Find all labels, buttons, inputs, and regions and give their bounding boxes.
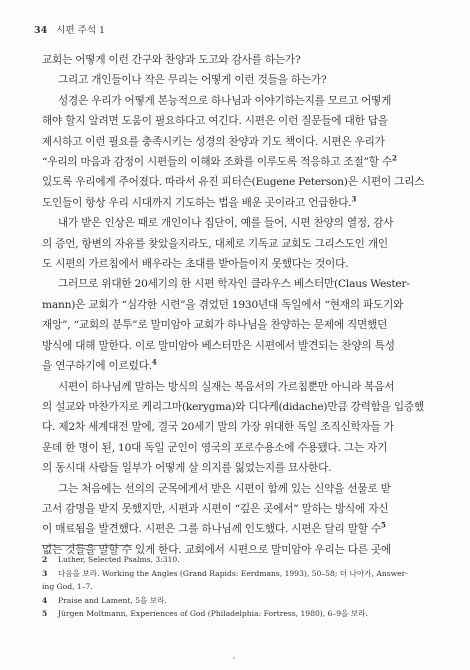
paragraph: 그리고 개인들이나 작은 무리는 어떻게 이런 것들을 하는가? [58,74,327,87]
footnote: 3 다음을 보라. Working the Angles (Grand Rapids: Eerdmans, 1993), 50–58; 더 나아가, Answer- [42,568,408,578]
footnote: 4 Praise and Lament, 5을 보라. [42,595,167,605]
footnote-ref: 2 [391,153,397,163]
paragraph: 교회는 어떻게 이런 간구와 찬양과 도고와 감사를 하는가? [42,54,301,66]
page-number: 34 [34,25,48,36]
running-header [34,22,105,36]
footnote-divider [42,545,132,546]
page-mark [233,657,235,659]
footnote-ref: 5 [381,520,386,530]
footnote-ref: 3 [351,194,357,204]
body-text [42,50,444,560]
footnotes [42,553,444,621]
running-title: 시편 주석 1 [56,25,106,36]
footnote-ref: 4 [151,357,157,367]
paragraph: 시편이 하나님께 말하는 방식의 실재는 복음서의 가르침뿐만 아니라 복음서 의 설교와 마찬가지로 케리그마(kerygma)와 디다케(didache)만큼 강력함을 입증했 다. 제2차 세계대전 말에, 결국 20세기 말의 가장 위대한 독일 조직신학자들 가 운데 한 명이 된, 10대 독일 군인이 영국의 포로수용소에 수용됐다. 그는 자기 의 동시대 사람들 일부가 어떻게 살 의지를 잃었는지를 묘사한다. [42,380,424,475]
footnote-continuation: ing God, 1–7. [42,582,93,591]
paragraph: 그는 처음에는 선의의 군목에게서 받은 시편이 함께 있는 신약을 선물로 받 고서 감명을 받지 못했지만, 시편과 시편이 “깊은 곳에서” 말하는 방식에 자신 이 매료됨을 발견했다. 시편은 그를 하나님께 인도했다. 시편은 달리 말할 수$^5$ 없는 것들을 말할 수 있게 한다. 교회에서 시편으로 말미암아 우리는 다른 곳에 [42,482,392,556]
footnote: 2 Luther, Selected Psalms, 3:310. [42,555,180,564]
paragraph: 그러므로 위대한 20세기의 한 시편 학자인 클라우스 베스터만(Claus Wester- mann)은 교회가 “심각한 시련”을 겪었던 1930년대 독일에서 “현재의 파도기와 재앙”, “교회의 분투”로 말미암아 교회가 하나님을 찬양하는 문제에 직면했던 방식에 대해 말한다. 이로 말미암아 베스터만은 시편에서 발견되는 찬양의 특성 을 연구하기에 이르렀다.$^4$ [42,278,410,373]
paragraph: 성경은 우리가 어떻게 본능적으로 하나님과 이야기하는지를 모르고 어떻게 해야 할지 알려면 도움이 필요하다고 여긴다. 시편은 이런 질문들에 대한 답을 제시하고 이런 필요를 충족시키는 성경의 찬양과 기도 책이다. 시편은 우리가 “우리의 마음과 감정이 시편들의 이해와 조화를 이루도록 적응하고 조절”할 수$^2$ 있도록 우리에게 주어졌다. 따라서 유진 피터슨(Eugene Peterson)은 시편이 그리스 도인들이 항상 우리 시대까지 기도하는 법을 배운 곳이라고 언급한다.$^3$ [42,94,425,209]
paragraph: 내가 받은 인상은 때로 개인이나 집단이, 예를 들어, 시편 찬양의 열정, 감사 의 증언, 항변의 자유를 찾았을지라도, 대체로 기독교 교회도 그리스도인 개인 도 시편의 가르침에서 배우라는 초대를 받아들이지 못했다는 것이다. [42,217,394,271]
footnote: 5 Jürgen Moltmann, Experiences of God (Philadelphia: Fortress, 1980), 6–9을 보라. [42,609,368,618]
